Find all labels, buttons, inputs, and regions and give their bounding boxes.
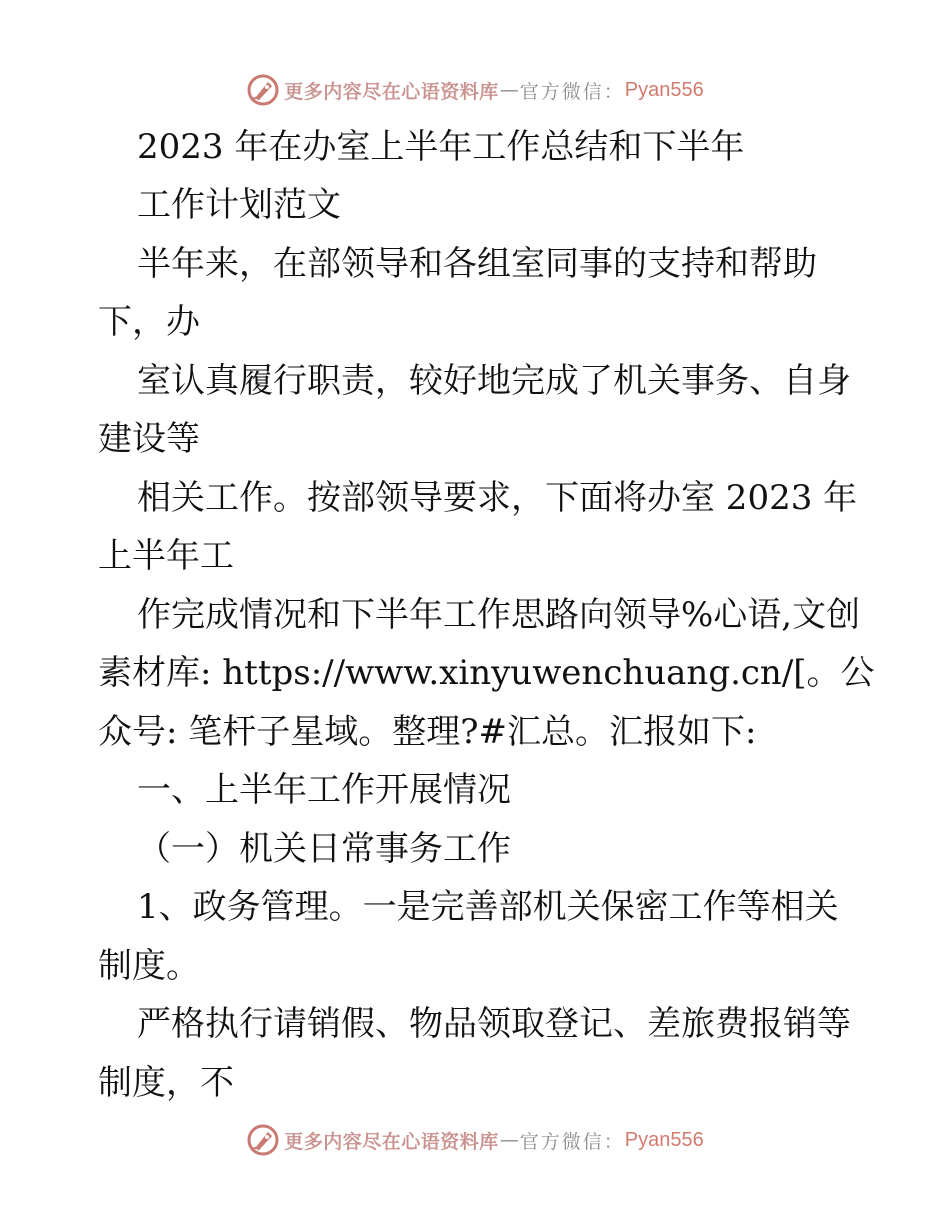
paragraph-line: 素材库: https://www.xinyuwenchuang.cn/[。公 xyxy=(98,653,875,693)
paragraph-line: 作完成情况和下半年工作思路向领导%心语,文创 xyxy=(137,595,861,635)
subsection-heading: （一）机关日常事务工作 xyxy=(137,829,511,869)
watermark-id: Pyan556 xyxy=(624,1128,704,1151)
paragraph-line: 半年来，在部领导和各组室同事的支持和帮助 xyxy=(137,244,817,284)
pen-nib-logo-icon xyxy=(246,73,280,107)
paragraph-line: 上半年工 xyxy=(98,536,234,576)
paragraph-line: 制度。 xyxy=(98,946,200,986)
paragraph-line: 室认真履行职责，较好地完成了机关事务、自身 xyxy=(137,361,851,401)
watermark-dash: — xyxy=(499,1129,519,1151)
title-line-1: 2023 年在办室上半年工作总结和下半年 xyxy=(137,127,745,167)
paragraph-line: 相关工作。按部领导要求，下面将办室 2023 年 xyxy=(137,478,858,518)
watermark-main-text: 更多内容尽在心语资料库 xyxy=(284,1130,499,1153)
title-line-2: 工作计划范文 xyxy=(137,185,341,225)
paragraph-line: 制度，不 xyxy=(98,1063,234,1103)
section-heading: 一、上半年工作开展情况 xyxy=(137,770,511,810)
paragraph-line: 众号: 笔杆子星域。整理?#汇总。汇报如下: xyxy=(98,712,757,752)
watermark-banner-bottom xyxy=(0,1120,950,1160)
paragraph-line: 严格执行请销假、物品领取登记、差旅费报销等 xyxy=(137,1004,851,1044)
watermark-label: 官方微信： xyxy=(519,80,625,103)
paragraph-line: 1、政务管理。一是完善部机关保密工作等相关 xyxy=(137,887,839,927)
watermark-id: Pyan556 xyxy=(624,78,704,101)
watermark-dash: — xyxy=(499,79,519,101)
watermark-label: 官方微信： xyxy=(519,1130,625,1153)
pen-nib-logo-icon xyxy=(246,1123,280,1157)
paragraph-line: 下，办 xyxy=(98,302,200,342)
paragraph-line: 建设等 xyxy=(98,419,200,459)
watermark-banner-top xyxy=(0,70,950,110)
watermark-main-text: 更多内容尽在心语资料库 xyxy=(284,80,499,103)
